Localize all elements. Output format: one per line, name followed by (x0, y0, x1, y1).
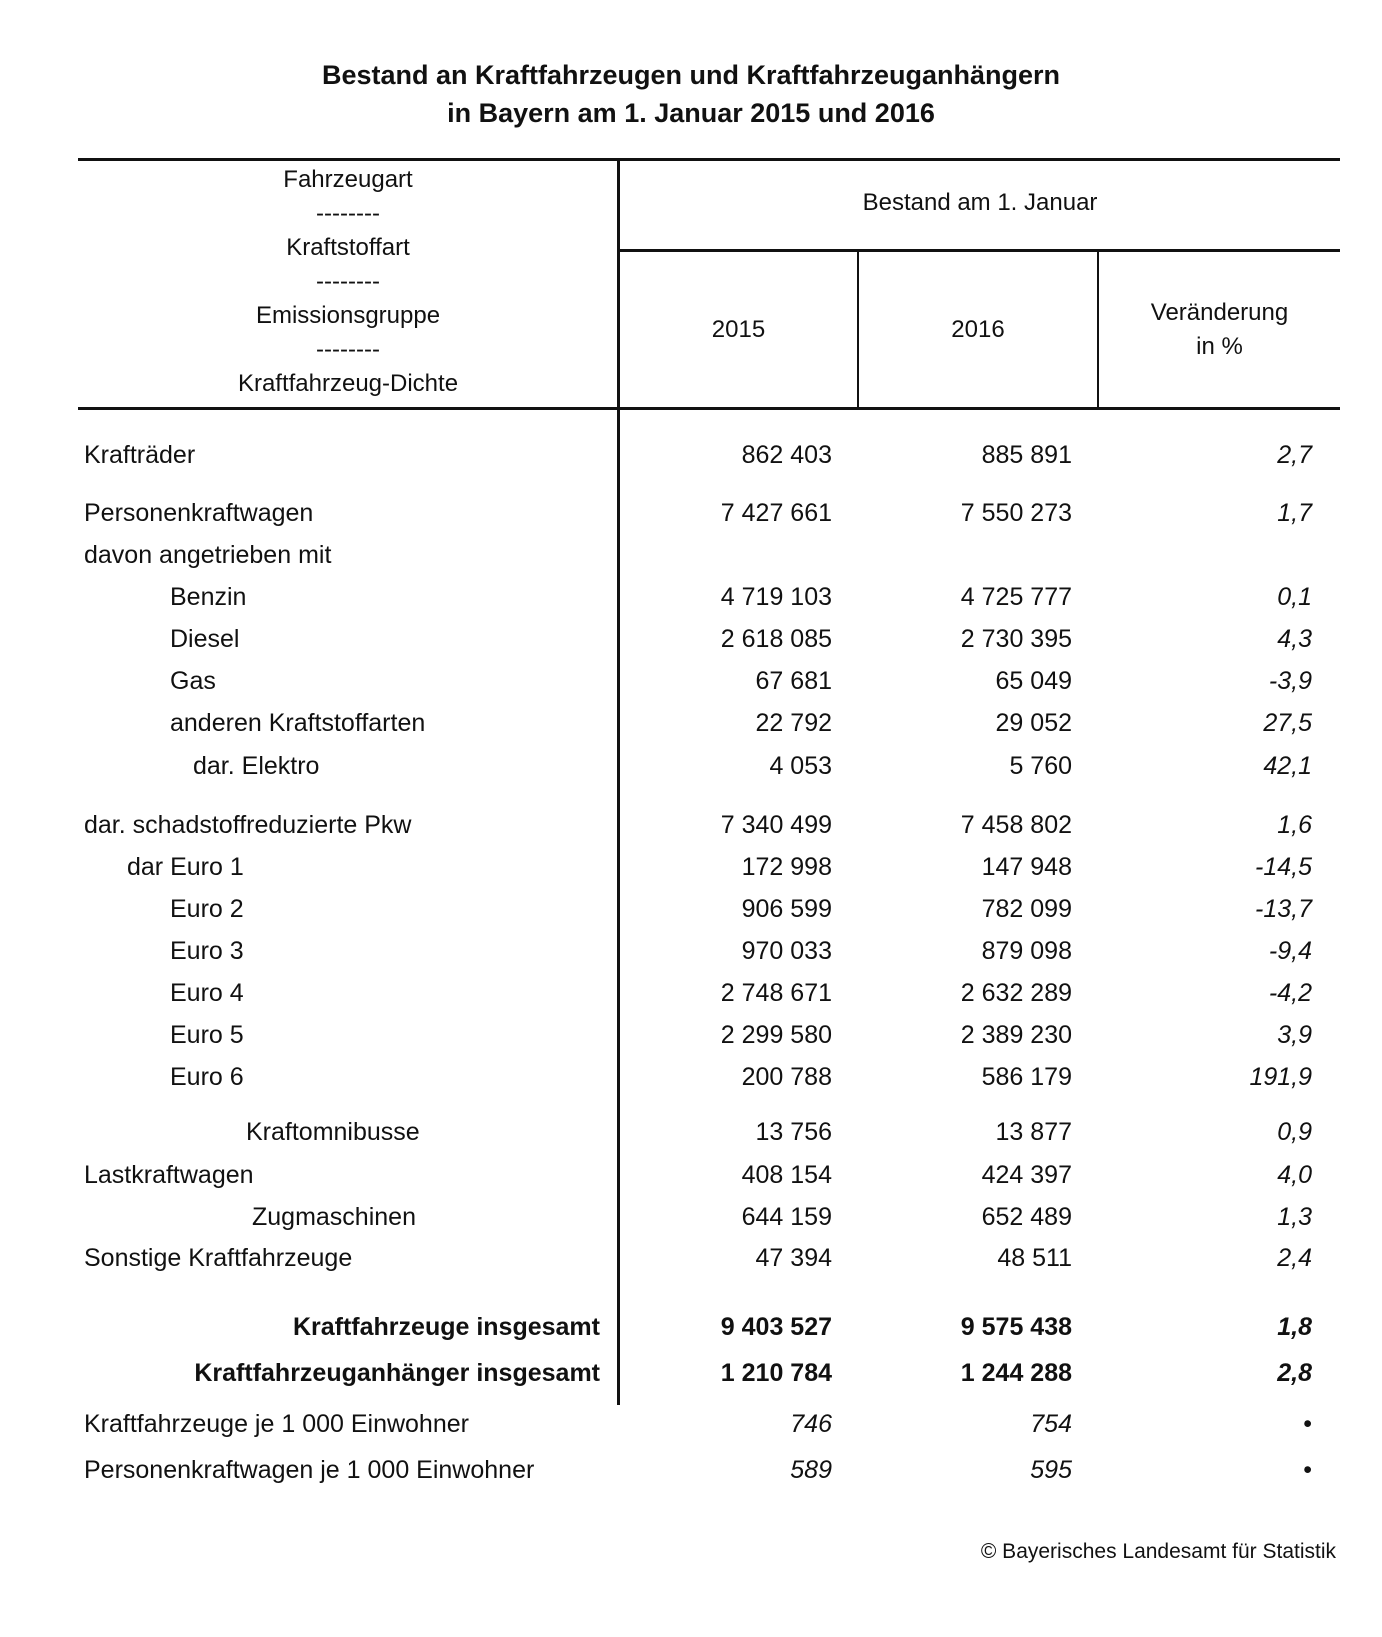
header-change-line-1: Veränderung (1150, 299, 1289, 326)
cell-2016: 13 877 (995, 1118, 1072, 1146)
cell-2016: 879 098 (981, 937, 1072, 965)
cell-change: 1,7 (1277, 499, 1312, 527)
row-label: Euro 6 (170, 1063, 244, 1091)
cell-change: 27,5 (1263, 709, 1312, 737)
cell-2016: 754 (1030, 1410, 1072, 1438)
table-title-line-2: in Bayern am 1. Januar 2015 und 2016 (447, 98, 935, 128)
cell-2015: 7 427 661 (720, 499, 832, 527)
cell-change: -14,5 (1255, 853, 1312, 881)
cell-change: 0,1 (1277, 583, 1312, 611)
header-col-2016: 2016 (951, 316, 1005, 343)
row-label: Gas (170, 667, 216, 695)
row-label: dar Euro 1 (127, 853, 244, 881)
row-label: Euro 3 (170, 937, 244, 965)
top-rule (78, 158, 1340, 161)
cell-2016: 7 458 802 (960, 811, 1072, 839)
cell-2015: 589 (790, 1456, 832, 1484)
cell-2016: 65 049 (995, 667, 1072, 695)
cell-change: 3,9 (1277, 1021, 1312, 1049)
cell-2015: 906 599 (741, 895, 832, 923)
row-label: Sonstige Kraftfahrzeuge (84, 1244, 353, 1272)
table-title-line-1: Bestand an Kraftfahrzeugen und Kraftfahrzeuganhängern (321, 60, 1061, 90)
cell-2015: 2 299 580 (720, 1021, 832, 1049)
cell-2015: 970 033 (741, 937, 832, 965)
cell-change: 42,1 (1263, 752, 1312, 780)
row-label: dar. Elektro (193, 752, 320, 780)
cell-2016: 7 550 273 (960, 499, 1072, 527)
row-label: Personenkraftwagen (84, 499, 314, 527)
row-label: Benzin (170, 583, 247, 611)
header-stub-line: Emissionsgruppe (255, 302, 441, 329)
cell-change: 1,3 (1277, 1203, 1312, 1231)
cell-2016: 885 891 (981, 441, 1072, 469)
cell-2016: 48 511 (997, 1244, 1072, 1272)
header-group-bestand: Bestand am 1. Januar (862, 189, 1098, 216)
cell-2015: 644 159 (741, 1203, 832, 1231)
cell-2015: 2 618 085 (720, 625, 832, 653)
row-label: Personenkraftwagen je 1 000 Einwohner (84, 1456, 535, 1484)
row-label: davon angetrieben mit (84, 541, 332, 569)
cell-2016: 2 730 395 (960, 625, 1072, 653)
cell-2015: 1 210 784 (720, 1359, 832, 1387)
row-label: Zugmaschinen (252, 1203, 416, 1231)
cell-change: -3,9 (1268, 667, 1312, 695)
header-stub-line: Kraftfahrzeug-Dichte (237, 370, 459, 397)
row-label: Euro 5 (170, 1021, 244, 1049)
cell-2015: 200 788 (741, 1063, 832, 1091)
header-stub-line: -------- (316, 268, 380, 295)
cell-2016: 586 179 (981, 1063, 1072, 1091)
header-stub (78, 163, 618, 401)
group-header-rule (618, 249, 1340, 252)
cell-change: 0,9 (1277, 1118, 1312, 1146)
cell-2016: 4 725 777 (960, 583, 1072, 611)
cell-2016: 147 948 (981, 853, 1072, 881)
cell-change: -9,4 (1268, 937, 1312, 965)
cell-2015: 67 681 (755, 667, 832, 695)
row-label: anderen Kraftstoffarten (170, 709, 426, 737)
header-stub-line: Kraftstoffart (286, 234, 410, 261)
header-stub-line: Fahrzeugart (283, 166, 413, 193)
cell-2016: 424 397 (981, 1161, 1072, 1189)
cell-2015: 22 792 (755, 709, 832, 737)
row-label: Krafträder (84, 441, 196, 469)
cell-change: 191,9 (1249, 1063, 1312, 1091)
cell-2015: 2 748 671 (720, 979, 832, 1007)
cell-2015: 4 719 103 (720, 583, 832, 611)
cell-2015: 4 053 (769, 752, 832, 780)
row-label: Euro 4 (170, 979, 244, 1007)
cell-2016: 595 (1030, 1456, 1072, 1484)
cell-change: 2,4 (1277, 1244, 1312, 1272)
cell-2015: 7 340 499 (720, 811, 832, 839)
row-label-total: Kraftfahrzeuge insgesamt (292, 1313, 600, 1341)
cell-2016: 782 099 (981, 895, 1072, 923)
cell-2015: 862 403 (741, 441, 832, 469)
cell-change: 1,6 (1277, 811, 1312, 839)
cell-2015: 746 (790, 1410, 832, 1438)
row-label-total: Kraftfahrzeuganhänger insgesamt (194, 1359, 600, 1387)
cell-2015: 408 154 (741, 1161, 832, 1189)
row-label: Diesel (170, 625, 240, 653)
cell-2016: 1 244 288 (960, 1359, 1072, 1387)
cell-2016: 5 760 (1009, 752, 1072, 780)
cell-change: -13,7 (1255, 895, 1312, 923)
cell-change: -4,2 (1268, 979, 1312, 1007)
cell-2016: 652 489 (981, 1203, 1072, 1231)
header-change-line-2: in % (1196, 333, 1243, 360)
header-stub-line: -------- (316, 336, 380, 363)
copyright-notice: © Bayerisches Landesamt für Statistik (980, 1540, 1336, 1563)
cell-change: 2,7 (1277, 441, 1312, 469)
cell-change: 4,3 (1277, 625, 1312, 653)
header-stub-line: -------- (316, 200, 380, 227)
cell-2016: 2 632 289 (960, 979, 1072, 1007)
cell-change: • (1303, 1456, 1312, 1484)
row-label: dar. schadstoffreduzierte Pkw (84, 811, 412, 839)
header-bottom-rule (78, 407, 1340, 410)
cell-change: • (1303, 1410, 1312, 1438)
cell-2016: 9 575 438 (960, 1313, 1072, 1341)
cell-change: 1,8 (1277, 1313, 1312, 1341)
header-col-2015: 2015 (711, 316, 766, 343)
cell-2015: 47 394 (755, 1244, 832, 1272)
cell-2016: 29 052 (995, 709, 1072, 737)
cell-2015: 13 756 (755, 1118, 832, 1146)
row-label: Lastkraftwagen (84, 1161, 254, 1189)
cell-2015: 172 998 (741, 853, 832, 881)
cell-2016: 2 389 230 (960, 1021, 1072, 1049)
header-col-change (1099, 296, 1340, 364)
cell-change: 2,8 (1277, 1359, 1312, 1387)
row-label: Kraftfahrzeuge je 1 000 Einwohner (84, 1410, 469, 1438)
row-label: Kraftomnibusse (246, 1118, 420, 1146)
row-label: Euro 2 (170, 895, 244, 923)
cell-2015: 9 403 527 (720, 1313, 832, 1341)
cell-change: 4,0 (1277, 1161, 1312, 1189)
